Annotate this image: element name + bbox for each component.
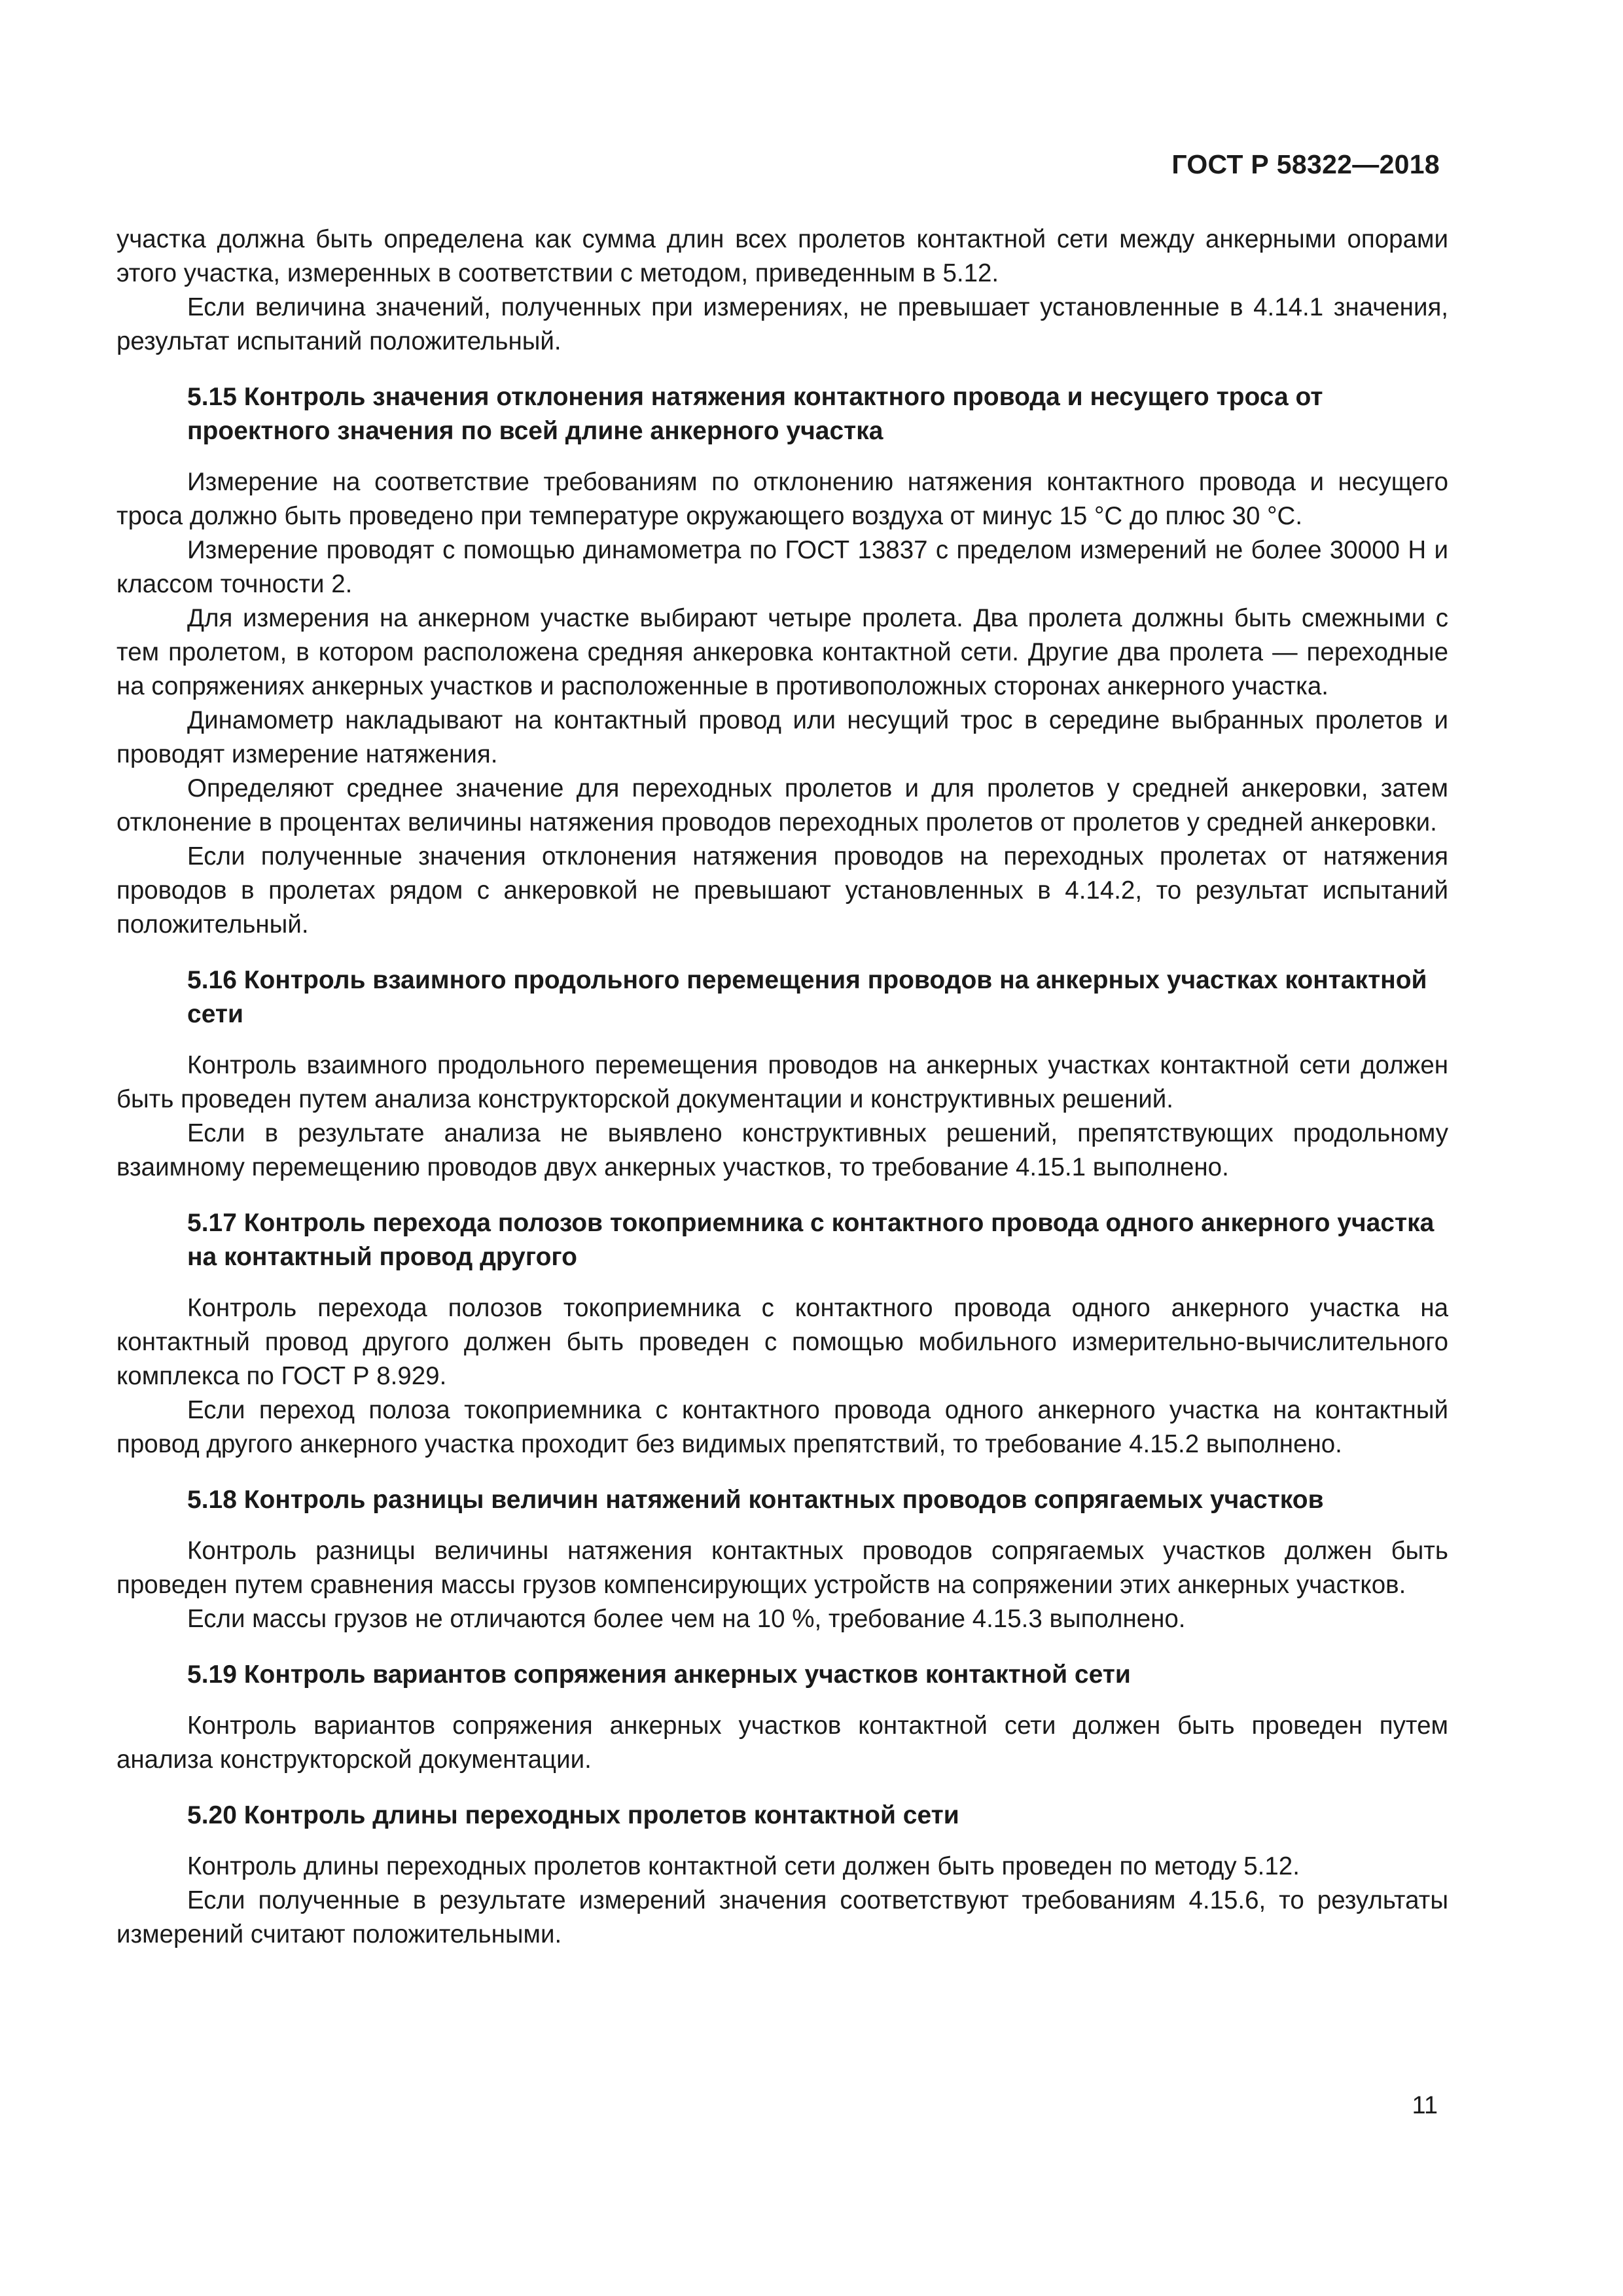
section-heading: 5.17 Контроль перехода полозов токоприемника с контактного провода одного анкерного участка на контактный провод другого — [187, 1209, 1435, 1271]
section-heading: 5.16 Контроль взаимного продольного перемещения проводов на анкерных участках контактной сети — [187, 966, 1427, 1028]
section-heading: 5.20 Контроль длины переходных пролетов контактной сети — [187, 1801, 959, 1829]
section-paragraph: Если полученные значения отклонения натяжения проводов на переходных пролетах от натяжения проводов в пролетах рядом с анкеровкой не превышают установленных в 4.14.2, то результат испытаний положительный. — [116, 842, 1448, 939]
section-paragraph: Если в результате анализа не выявлено конструктивных решений, препятствующих продольному взаимному перемещению проводов двух анкерных участков, то требование 4.15.1 выполнено. — [116, 1119, 1448, 1181]
section-paragraph: Контроль перехода полозов токоприемника с контактного провода одного анкерного участка на контактный провод другого должен быть проведен с помощью мобильного измерительно-вычислительного комплекса по ГОСТ Р 8.929. — [116, 1294, 1448, 1390]
section-heading: 5.15 Контроль значения отклонения натяжения контактного провода и несущего троса от проектного значения по всей длине анкерного участка — [187, 383, 1323, 445]
section-paragraph: Динамометр накладывают на контактный провод или несущий трос в середине выбранных пролетов и проводят измерение натяжения. — [116, 706, 1448, 768]
section-paragraph: Определяют среднее значение для переходных пролетов и для пролетов у средней анкеровки, затем отклонение в процентах величины натяжения проводов переходных пролетов от пролетов у средней анкеровки. — [116, 774, 1448, 836]
intro-paragraph-1: участка должна быть определена как сумма длин всех пролетов контактной сети между анкерными опорами этого участка, измеренных в соответствии с методом, приведенным в 5.12. — [116, 225, 1448, 287]
section-paragraph: Контроль вариантов сопряжения анкерных участков контактной сети должен быть проведен путем анализа конструкторской документации. — [116, 1712, 1448, 1774]
section-5-18 — [116, 1483, 1448, 1636]
section-paragraph: Контроль взаимного продольного перемещения проводов на анкерных участках контактной сети должен быть проведен путем анализа конструкторской документации и конструктивных решений. — [116, 1051, 1448, 1113]
section-heading: 5.19 Контроль вариантов сопряжения анкерных участков контактной сети — [187, 1660, 1131, 1689]
intro-paragraph-2: Если величина значений, полученных при измерениях, не превышает установленные в 4.14.1 значения, результат испытаний положительный. — [116, 293, 1448, 355]
document-id-header: ГОСТ Р 58322—2018 — [1171, 149, 1440, 179]
page-number: 11 — [1412, 2092, 1438, 2119]
section-paragraph: Измерение проводят с помощью динамометра по ГОСТ 13837 с пределом измерений не более 30000 Н и классом точности 2. — [116, 536, 1448, 598]
section-paragraph: Если массы грузов не отличаются более чем на 10 %, требование 4.15.3 выполнено. — [187, 1605, 1186, 1633]
section-paragraph: Контроль длины переходных пролетов контактной сети должен быть проведен по методу 5.12. — [187, 1852, 1300, 1880]
section-paragraph: Если полученные в результате измерений значения соответствуют требованиям 4.15.6, то результаты измерений считают положительными. — [116, 1886, 1448, 1948]
section-5-16 — [116, 963, 1448, 1185]
section-paragraph: Контроль разницы величины натяжения контактных проводов сопрягаемых участков должен быть проведен путем сравнения массы грузов компенсирующих устройств на сопряжении этих анкерных участков. — [116, 1537, 1448, 1599]
section-5-15 — [116, 380, 1448, 942]
section-heading: 5.18 Контроль разницы величин натяжений контактных проводов сопрягаемых участков — [187, 1486, 1324, 1514]
section-paragraph: Измерение на соответствие требованиям по отклонению натяжения контактного провода и несущего троса должно быть проведено при температуре окружающего воздуха от минус 15 °С до плюс 30 °С. — [116, 468, 1448, 530]
section-5-17 — [116, 1206, 1448, 1462]
section-paragraph: Если переход полоза токоприемника с контактного провода одного анкерного участка на контактный провод другого анкерного участка проходит без видимых препятствий, то требование 4.15.2 выполнено. — [116, 1396, 1448, 1458]
section-5-19 — [116, 1658, 1448, 1777]
section-paragraph: Для измерения на анкерном участке выбирают четыре пролета. Два пролета должны быть смежными с тем пролетом, в котором расположена средняя анкеровка контактной сети. Другие два пролета — переходные на сопряжениях анкерных участков и расположенные в противоположных сторонах анкерного участка. — [116, 604, 1448, 700]
section-5-20 — [116, 1799, 1448, 1952]
document-body — [116, 223, 1448, 1952]
